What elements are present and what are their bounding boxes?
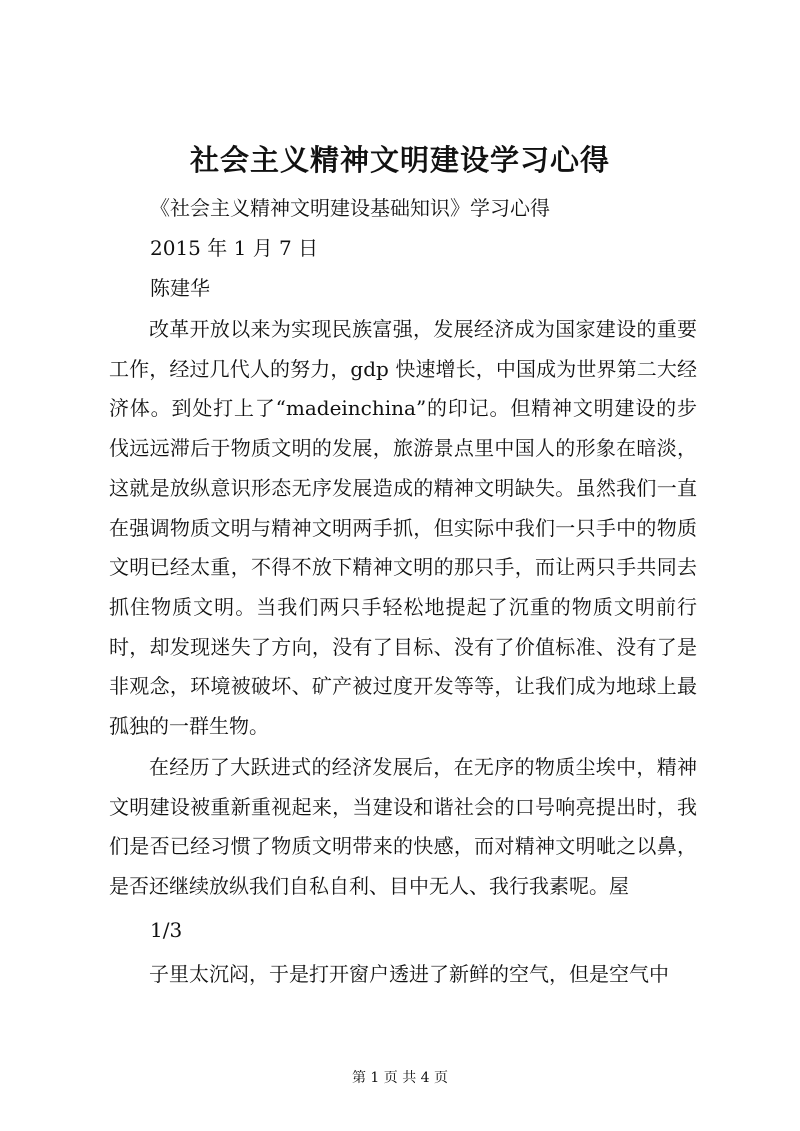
document-subtitle: 《社会主义精神文明建设基础知识》学习心得 (150, 196, 550, 220)
document-title: 社会主义精神文明建设学习心得 (189, 143, 610, 177)
page-marker: 1/3 (150, 918, 183, 942)
document-date: 2015 年 1 月 7 日 (150, 236, 319, 260)
continuation-text: 子里太沉闷，于是打开窗户透进了新鲜的空气，但是空气中 (149, 962, 669, 986)
document-author: 陈建华 (150, 276, 210, 300)
paragraph-2: 在经历了大跃进式的经济发展后，在无序的物质尘埃中，精神文明建设被重新重视起来，当建设和谐社会的口号响亮提出时，我们是否已经习惯了物质文明带来的快感，而对精神文明呲之以鼻，是否还继续放纵我们自私自利、目中无人、我行我素呢。屋 (109, 755, 697, 899)
page-footer: 第 1 页 共 4 页 (351, 1070, 449, 1086)
paragraph-1: 改革开放以来为实现民族富强，发展经济成为国家建设的重要工作，经过几代人的努力，gdp 快速增长，中国成为世界第二大经济体。到处打上了“madeinchina”的印记。但精神文明建设的步伐远远滞后于物质文明的发展，旅游景点里中国人的形象在暗淡，这就是放纵意识形态无序发展造成的精神文明缺失。虽然我们一直在强调物质文明与精神文明两手抓，但实际中我们一只手中的物质文明已经太重，不得不放下精神文明的那只手，而让两只手共同去抓住物质文明。当我们两只手轻松地提起了沉重的物质文明前行时，却发现迷失了方向，没有了目标、没有了价值标准、没有了是非观念，环境被破坏、矿产被过度开发等等，让我们成为地球上最孤独的一群生物。 (109, 317, 697, 739)
